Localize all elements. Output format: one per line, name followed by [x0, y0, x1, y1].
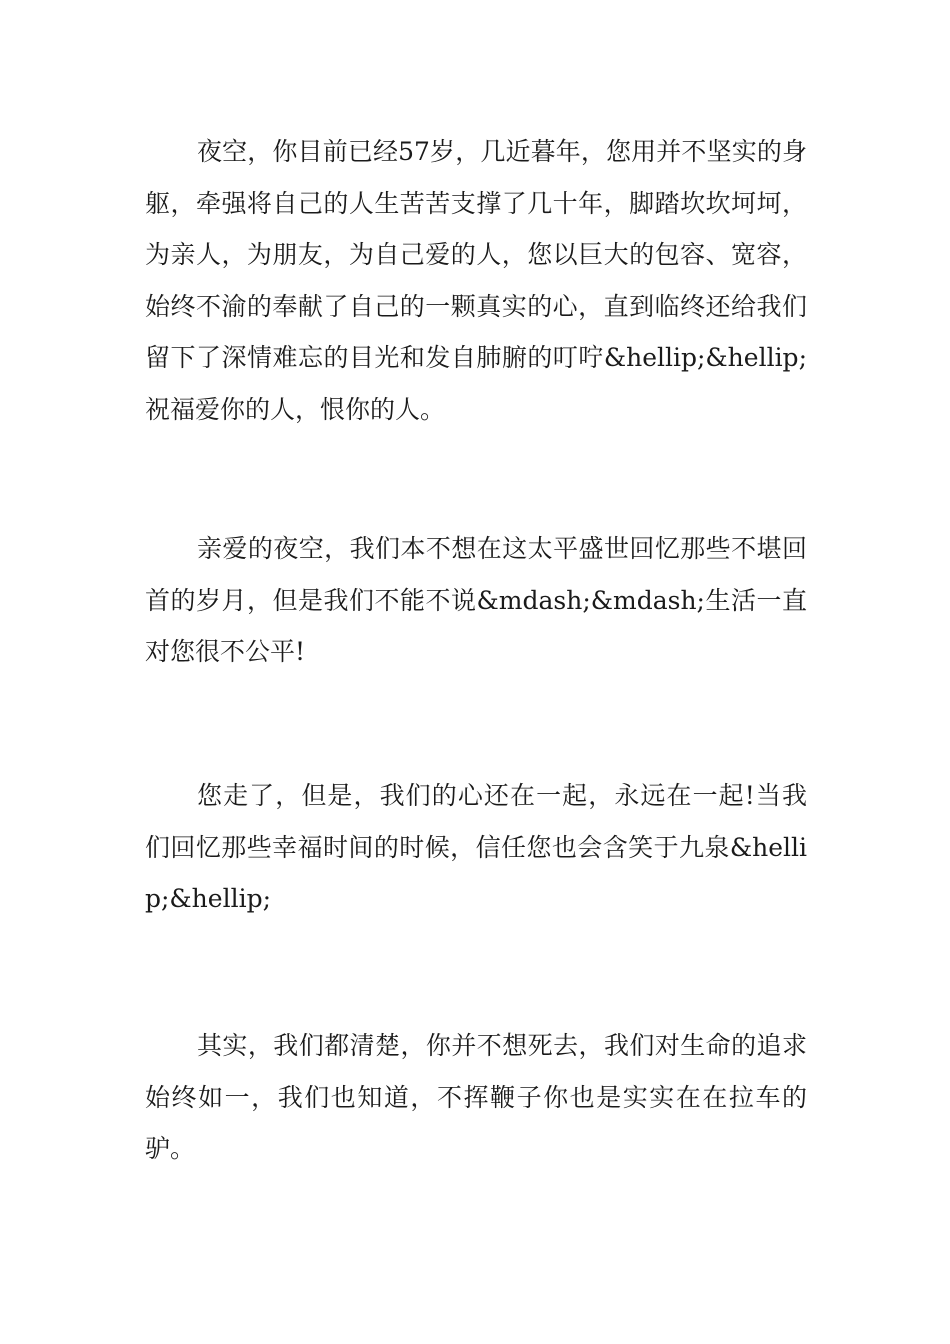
paragraph-3: 您走了，但是，我们的心还在一起，永远在一起!当我们回忆那些幸福时间的时候，信任您也会含笑于九泉&hellip;&hellip;: [145, 781, 807, 913]
paragraph-2: 亲爱的夜空，我们本不想在这太平盛世回忆那些不堪回首的岁月，但是我们不能不说&mdash;&mdash;生活一直对您很不公平!: [145, 534, 807, 666]
paragraph-4: 其实，我们都清楚，你并不想死去，我们对生命的追求始终如一，我们也知道，不挥鞭子你也是实实在在拉车的驴。: [145, 1031, 807, 1163]
paragraph-1: 夜空，你目前已经57岁，几近暮年，您用并不坚实的身躯，牵强将自己的人生苦苦支撑了几十年，脚踏坎坎坷坷，为亲人，为朋友，为自己爱的人，您以巨大的包容、宽容，始终不渝的奉献了自己的一颗真实的心，直到临终还给我们留下了深情难忘的目光和发自肺腑的叮咛&hellip;&hellip;祝福爱你的人，恨你的人。: [145, 137, 807, 424]
